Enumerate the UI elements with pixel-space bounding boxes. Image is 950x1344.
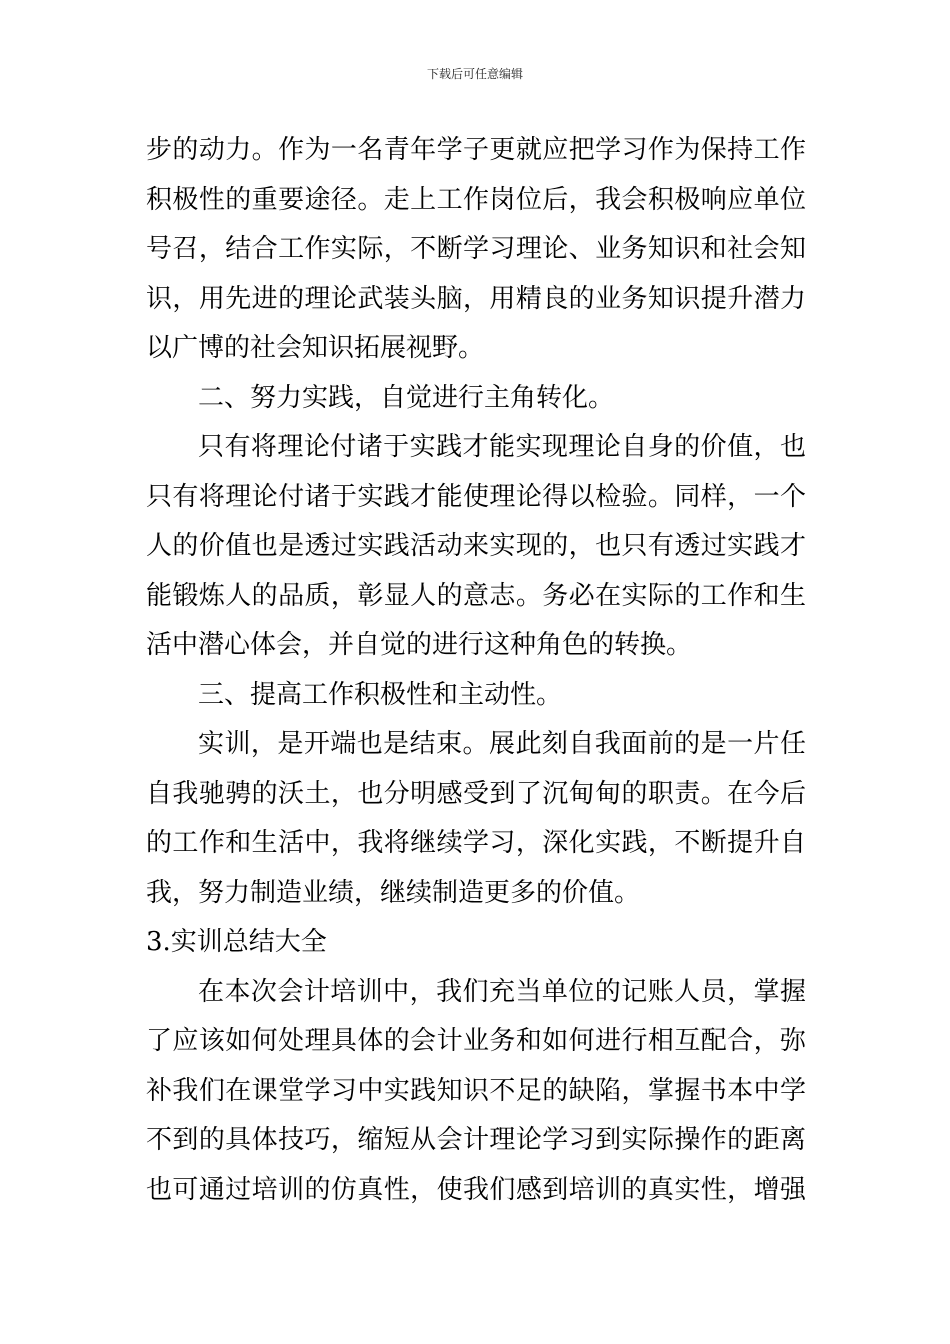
section-heading: 二、努力实践，自觉进行主角转化。 — [198, 382, 615, 413]
section-heading: 三、提高工作积极性和主动性。 — [198, 679, 563, 710]
text-line: 号召，结合工作实际，不断学习理论、业务知识和社会知 — [146, 234, 806, 264]
text-line: 我，努力制造业绩，继续制造更多的价值。 — [146, 877, 641, 908]
text-line: 以广博的社会知识拓展视野。 — [146, 333, 485, 363]
text-line: 也可通过培训的仿真性，使我们感到培训的真实性，增强 — [146, 1174, 806, 1205]
text-line: 不到的具体技巧，缩短从会计理论学习到实际操作的距离 — [146, 1125, 806, 1155]
text-line: 积极性的重要途径。走上工作岗位后，我会积极响应单位 — [146, 184, 806, 215]
text-line: 实训，是开端也是结束。展此刻自我面前的是一片任 — [198, 729, 806, 759]
text-line: 只有将理论付诸于实践才能实现理论自身的价值，也 — [198, 432, 806, 462]
text-line: 活中潜心体会，并自觉的进行这种角色的转换。 — [146, 630, 693, 660]
text-line: 的工作和生活中，我将继续学习，深化实践，不断提升自 — [146, 828, 806, 858]
text-line: 补我们在课堂学习中实践知识不足的缺陷，掌握书本中学 — [146, 1075, 806, 1106]
text-line: 步的动力。作为一名青年学子更就应把学习作为保持工作 — [146, 135, 806, 165]
text-line: 自我驰骋的沃土，也分明感受到了沉甸甸的职责。在今后 — [146, 778, 806, 809]
text-line: 了应该如何处理具体的会计业务和如何进行相互配合，弥 — [146, 1026, 806, 1056]
text-line: 只有将理论付诸于实践才能使理论得以检验。同样，一个 — [146, 481, 806, 512]
text-line: 人的价值也是透过实践活动来实现的，也只有透过实践才 — [146, 531, 806, 561]
document-body — [146, 126, 806, 1215]
text-line: 在本次会计培训中，我们充当单位的记账人员，掌握 — [198, 976, 806, 1007]
text-line: 能锻炼人的品质，彰显人的意志。务必在实际的工作和生 — [146, 580, 806, 611]
text-line: 识，用先进的理论武装头脑，用精良的业务知识提升潜力 — [146, 283, 806, 314]
section-title: 3.实训总结大全 — [146, 927, 327, 957]
page-header: 下载后可任意编辑 — [426, 67, 523, 81]
